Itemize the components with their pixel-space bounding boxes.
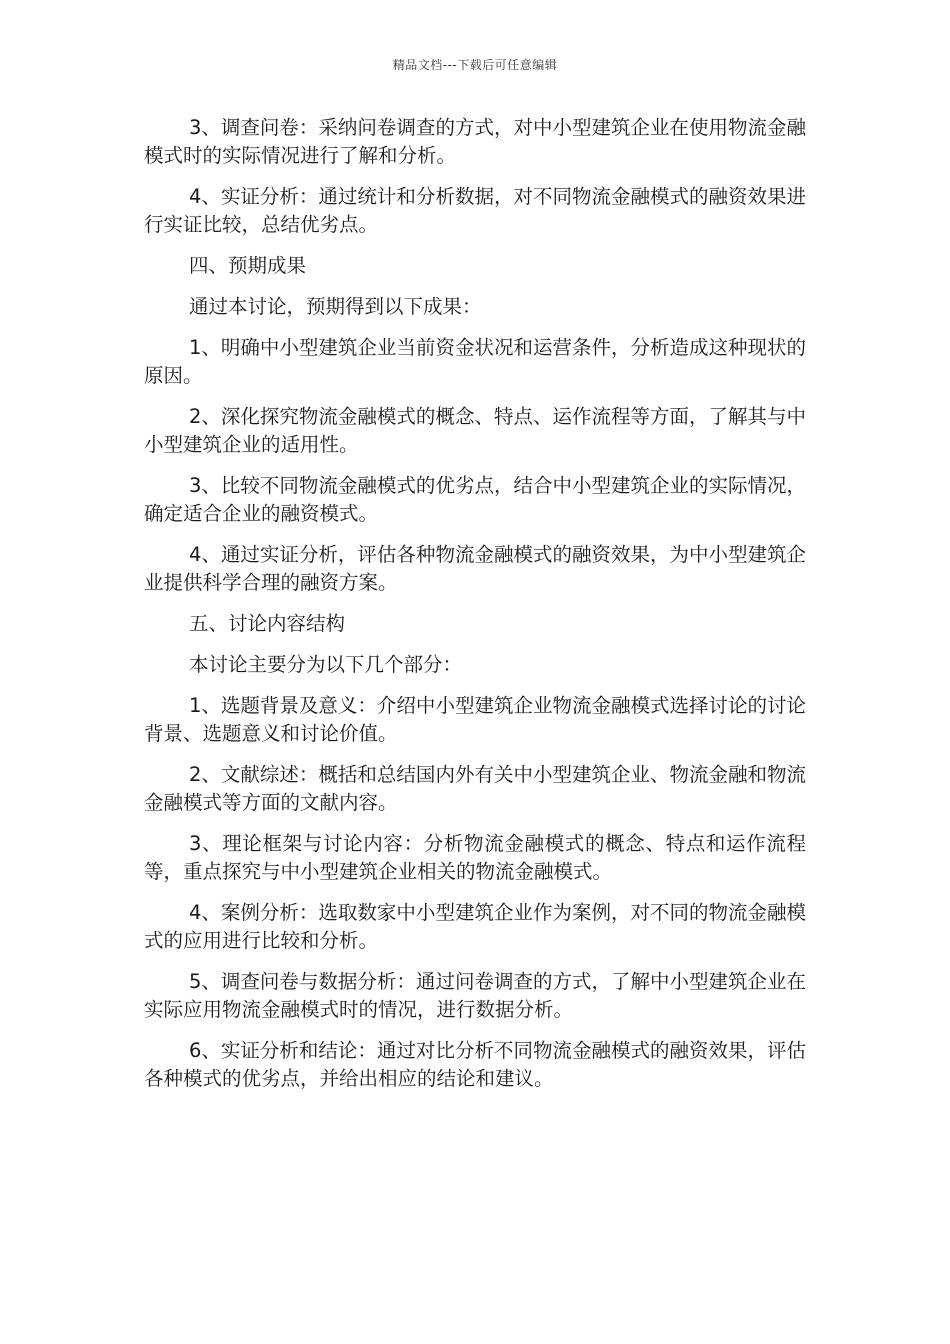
page-header: 精品文档---下载后可任意编辑 xyxy=(392,58,558,72)
result-item-1: 1、明确中小型建筑企业当前资金状况和运营条件，分析造成这种现状的原因。 xyxy=(144,336,806,387)
paragraph-empirical-analysis: 4、实证分析：通过统计和分析数据，对不同物流金融模式的融资效果进行实证比较，总结优劣点。 xyxy=(144,185,806,236)
structure-item-1: 1、选题背景及意义：介绍中小型建筑企业物流金融模式选择讨论的讨论背景、选题意义和讨论价值。 xyxy=(144,694,806,745)
structure-item-6: 6、实证分析和结论：通过对比分析不同物流金融模式的融资效果，评估各种模式的优劣点，并给出相应的结论和建议。 xyxy=(144,1039,806,1090)
structure-item-4: 4、案例分析：选取数家中小型建筑企业作为案例，对不同的物流金融模式的应用进行比较和分析。 xyxy=(144,901,806,952)
section-heading-expected-results: 四、预期成果 xyxy=(189,254,307,277)
structure-item-3: 3、理论框架与讨论内容：分析物流金融模式的概念、特点和运作流程等，重点探究与中小型建筑企业相关的物流金融模式。 xyxy=(144,832,806,883)
result-item-3: 3、比较不同物流金融模式的优劣点，结合中小型建筑企业的实际情况，确定适合企业的融资模式。 xyxy=(144,474,806,525)
result-item-2: 2、深化探究物流金融模式的概念、特点、运作流程等方面，了解其与中小型建筑企业的适用性。 xyxy=(144,405,806,456)
structure-item-2: 2、文献综述：概括和总结国内外有关中小型建筑企业、物流金融和物流金融模式等方面的文献内容。 xyxy=(144,763,806,814)
paragraph-structure-intro: 本讨论主要分为以下几个部分： xyxy=(189,653,463,676)
result-item-4: 4、通过实证分析，评估各种物流金融模式的融资效果，为中小型建筑企业提供科学合理的融资方案。 xyxy=(144,543,806,594)
document-body xyxy=(144,114,806,1106)
paragraph-survey: 3、调查问卷：采纳问卷调查的方式，对中小型建筑企业在使用物流金融模式时的实际情况进行了解和分析。 xyxy=(144,116,806,167)
paragraph-results-intro: 通过本讨论，预期得到以下成果： xyxy=(189,295,482,318)
structure-item-5: 5、调查问卷与数据分析：通过问卷调查的方式，了解中小型建筑企业在实际应用物流金融模式时的情况，进行数据分析。 xyxy=(144,970,806,1021)
section-heading-structure: 五、讨论内容结构 xyxy=(189,612,346,635)
